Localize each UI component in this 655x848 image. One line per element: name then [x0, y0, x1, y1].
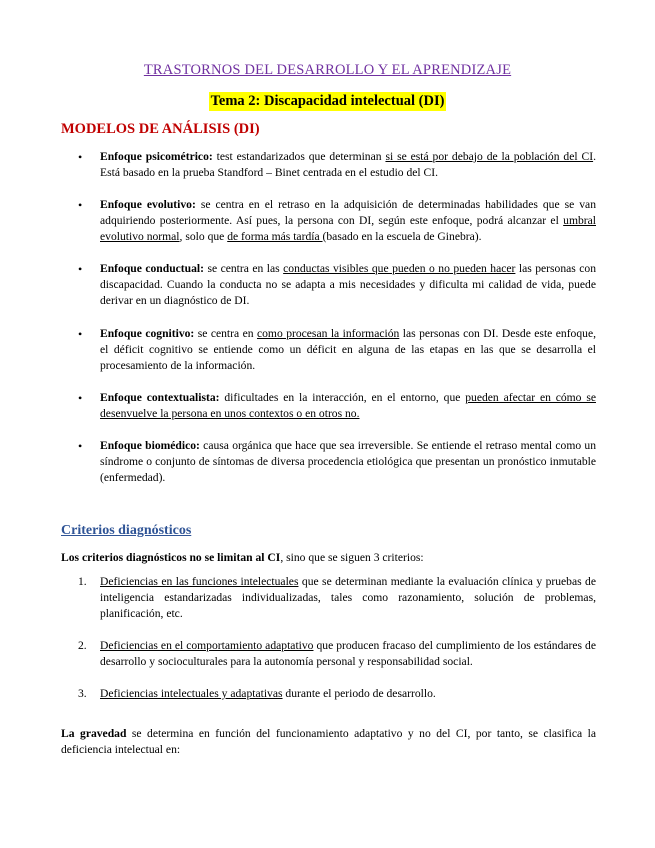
- bullet-text: [100, 149, 596, 181]
- bullet-body: , solo que: [179, 230, 228, 244]
- bullet-body: test estandarizados que determinan: [212, 150, 386, 163]
- bullet-underlined: umbral evolutivo normal: [100, 214, 596, 244]
- bullet-text: [100, 261, 596, 310]
- bullet-term: Enfoque contextualista:: [100, 391, 220, 404]
- bullet-body: . Está basado en la prueba Standford – Binet centrada en el estudio del CI.: [100, 150, 596, 180]
- bullet-marker: •: [78, 262, 83, 276]
- bullet-item-psychometric: [78, 149, 596, 181]
- bullet-marker: •: [78, 391, 83, 405]
- bullet-body: se centra en el retraso en la adquisición de determinadas habilidades que se van adquiriendo posteriormente. Así pues, la persona con DI, según este enfoque, podrá alcanzar el: [100, 198, 596, 228]
- bullet-body: las personas con DI. Desde este enfoque, el déficit cognitivo se entiende como un déficit en alguna de las etapas en las que se desarrolla el procesamiento de la información.: [100, 327, 596, 373]
- criteria-body: que producen fracaso del cumplimiento de los estándares de desarrollo y socioculturales para la autonomía personal y responsabilidad social.: [100, 639, 596, 669]
- severity-bold: La gravedad: [61, 727, 127, 740]
- bullet-item-evolutive: [78, 197, 596, 246]
- bullet-underlined: como procesan la información: [256, 327, 400, 340]
- bullet-text: [100, 438, 596, 487]
- criteria-number: 3.: [78, 687, 87, 700]
- criteria-underlined: Deficiencias en las funciones intelectuales: [100, 575, 299, 588]
- bullet-item-biomedical: [78, 438, 596, 487]
- bullet-underlined: si se está por debajo de la población del CI: [385, 150, 594, 163]
- bullet-item-contextualist: [78, 390, 596, 422]
- bullet-marker: •: [78, 198, 83, 212]
- bullet-underlined: pueden afectar en cómo se desenvuelve la persona en unos contextos o en otros no.: [100, 391, 596, 421]
- criteria-text: [100, 574, 596, 623]
- criteria-heading: Criterios diagnósticos: [61, 523, 192, 538]
- criteria-body: durante el periodo de desarrollo.: [282, 687, 436, 700]
- bullet-term: Enfoque conductual:: [100, 262, 204, 275]
- bullet-body: dificultades en la interacción, en el entorno, que: [219, 391, 466, 404]
- bullet-term: Enfoque psicométrico:: [100, 150, 213, 163]
- severity-rest: se determina en función del funcionamiento adaptativo y no del CI, por tanto, se clasifica la deficiencia intelectual en:: [61, 727, 596, 757]
- bullet-marker: •: [78, 439, 83, 453]
- bullet-body: causa orgánica que hace que sea irreversible. Se entiende el retraso mental como un síndrome o conjunto de síntomas de diversa procedencia etiológica que presentan un pronóstico inmutable (enfermedad).: [100, 439, 597, 485]
- bullet-body: (basado en la escuela de Ginebra).: [322, 230, 482, 244]
- criteria-underlined: Deficiencias intelectuales y adaptativas: [100, 687, 283, 700]
- criteria-text: [100, 686, 596, 702]
- bullet-marker: •: [78, 327, 83, 341]
- subtitle-container: [0, 92, 655, 111]
- bullet-body: se centra en las: [203, 262, 284, 275]
- document-title: TRASTORNOS DEL DESARROLLO Y EL APRENDIZAJE: [143, 62, 512, 78]
- criteria-text: [100, 638, 596, 670]
- criteria-number: 1.: [78, 575, 87, 588]
- bullet-item-cognitive: [78, 326, 596, 375]
- criteria-intro: [61, 550, 596, 566]
- criteria-underlined: Deficiencias en el comportamiento adaptativo: [100, 639, 314, 652]
- bullet-body: se centra en: [194, 327, 257, 340]
- criteria-body: que se determinan mediante la evaluación clínica y pruebas de inteligencia estandarizadas individualizadas, tales como razonamiento, solución de problemas, planificación, etc.: [100, 575, 596, 621]
- topic-subtitle: Tema 2: Discapacidad intelectual (DI): [210, 93, 445, 109]
- criteria-item-3: [78, 686, 596, 702]
- bullet-text: [100, 326, 596, 375]
- bullet-body: las personas con discapacidad. Cuando la conducta no se adapta a mis necesidades y dificulta mi calidad de vida, puede derivar en un diagnóstico de DI.: [100, 262, 597, 308]
- bullet-term: Enfoque biomédico:: [100, 439, 200, 452]
- criteria-item-2: [78, 638, 596, 670]
- bullet-underlined: de forma más tardía: [227, 230, 323, 244]
- criteria-number: 2.: [78, 639, 87, 652]
- criteria-item-1: [78, 574, 596, 623]
- bullet-text: [100, 197, 596, 246]
- bullet-underlined: conductas visibles que pueden o no pueden hacer: [283, 262, 516, 275]
- section-heading-models: MODELOS DE ANÁLISIS (DI): [61, 121, 260, 137]
- bullet-text: [100, 390, 596, 422]
- bullet-term: Enfoque evolutivo:: [100, 198, 196, 211]
- criteria-intro-rest: , sino que se siguen 3 criterios:: [280, 551, 424, 564]
- bullet-item-behavioral: [78, 261, 596, 310]
- severity-paragraph: [61, 726, 596, 758]
- criteria-intro-bold: Los criterios diagnósticos no se limitan al CI: [61, 551, 281, 564]
- bullet-term: Enfoque cognitivo:: [100, 327, 195, 340]
- bullet-marker: •: [78, 150, 83, 164]
